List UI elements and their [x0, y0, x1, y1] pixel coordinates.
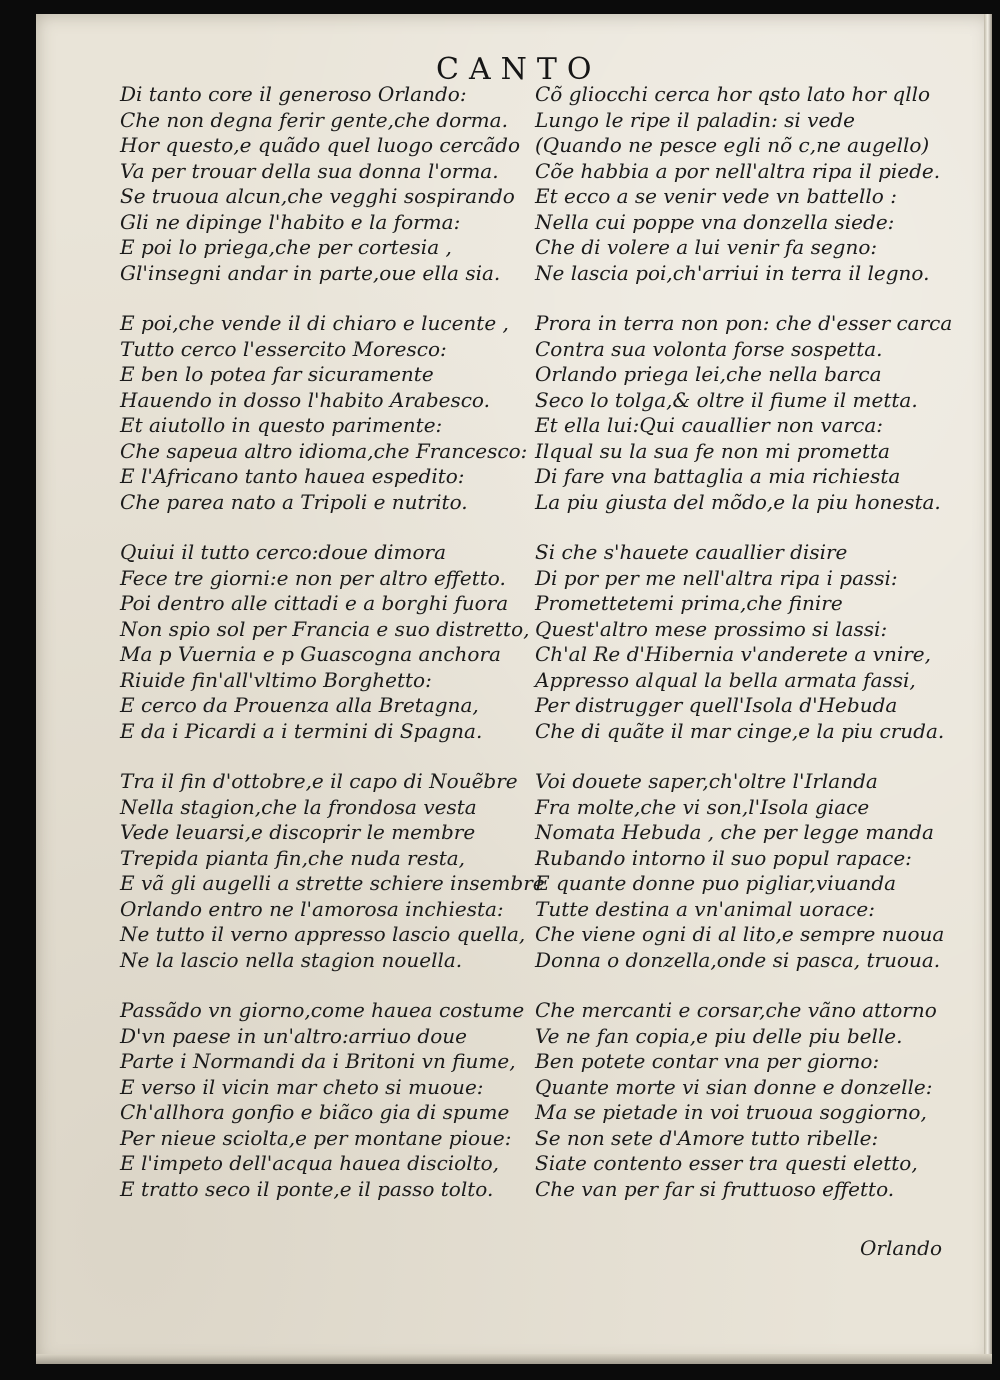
verse-line: Orlando priega lei,che nella barca	[535, 362, 882, 386]
verse-line: Nella cui poppe vna donzella siede:	[535, 209, 895, 234]
verse-line: Passãdo vn giorno,come hauea costume	[120, 998, 525, 1022]
page-edge	[984, 14, 992, 1364]
verse-line: Riuide fin'all'vltimo Borghetto:	[120, 667, 432, 692]
running-header: CANTO	[436, 52, 602, 87]
verse-line: E l'Africano tanto hauea espedito:	[120, 464, 465, 488]
verse-line: Trepida pianta fin,che nuda resta,	[120, 845, 466, 870]
stanza	[535, 82, 955, 286]
verse-line: E poi lo priega,che per cortesia ,	[120, 235, 452, 259]
verse-line: Gl'insegni andar in parte,oue ella sia.	[120, 260, 501, 285]
verse-line: Che van per far si fruttuoso effetto.	[535, 1176, 895, 1201]
verse-line: Di tanto core il generoso Orlando:	[120, 82, 467, 106]
stanza	[120, 311, 540, 515]
verse-line: Ve ne fan copia,e piu delle piu belle.	[535, 1023, 903, 1048]
verse-line: E ben lo potea far sicuramente	[120, 362, 434, 386]
verse-line: Che mercanti e corsar,che vãno attorno	[535, 998, 937, 1022]
right-column	[535, 82, 955, 1202]
stanza	[535, 540, 955, 744]
verse-line: Parte i Normandi da i Britoni vn fiume,	[120, 1049, 516, 1073]
stanza	[535, 769, 955, 973]
verse-line: E vã gli augelli a strette schiere insembre	[120, 871, 545, 895]
verse-line: E da i Picardi a i termini di Spagna.	[120, 718, 483, 743]
verse-line: Rubando intorno il suo popul rapace:	[535, 845, 912, 870]
verse-line: Promettetemi prima,che finire	[535, 591, 843, 615]
verse-line: Nella stagion,che la frondosa vesta	[120, 794, 477, 819]
verse-line: E cerco da Prouenza alla Bretagna,	[120, 693, 479, 717]
verse-line: Gli ne dipinge l'habito e la forma:	[120, 209, 461, 234]
verse-line: Contra sua volonta forse sospetta.	[535, 336, 883, 361]
verse-line: Se non sete d'Amore tutto ribelle:	[535, 1125, 879, 1150]
stanza	[120, 82, 540, 286]
stanza	[535, 311, 955, 515]
verse-line: D'vn paese in un'altro:arriuo doue	[120, 1023, 467, 1048]
verse-line: Ma se pietade in voi truoua soggiorno,	[535, 1100, 927, 1124]
stanza	[120, 540, 540, 744]
verse-line: Nomata Hebuda , che per legge manda	[535, 820, 934, 844]
page-bottom-edge	[36, 1354, 992, 1364]
verse-line: Poi dentro alle cittadi e a borghi fuora	[120, 591, 509, 615]
verse-line: Lungo le ripe il paladin: si vede	[535, 107, 855, 132]
verse-line: Fra molte,che vi son,l'Isola giace	[535, 794, 870, 819]
verse-line: Si che s'hauete cauallier disire	[535, 540, 848, 564]
verse-line: Prora in terra non pon: che d'esser carca	[535, 311, 953, 335]
verse-line: Quante morte vi sian donne e donzelle:	[535, 1074, 933, 1099]
stanza	[535, 998, 955, 1202]
verse-line: Donna o donzella,onde si pasca, truoua.	[535, 947, 941, 972]
verse-line: Va per trouar della sua donna l'orma.	[120, 158, 499, 183]
verse-line: Cõe habbia a por nell'altra ripa il piede.	[535, 158, 941, 183]
verse-line: Per distrugger quell'Isola d'Hebuda	[535, 693, 898, 717]
stanza	[120, 998, 540, 1202]
verse-line: Che sapeua altro idioma,che Francesco:	[120, 438, 528, 463]
verse-line: Vede leuarsi,e discoprir le membre	[120, 820, 476, 844]
verse-line: La piu giusta del mõdo,e la piu honesta.	[535, 489, 941, 514]
verse-line: Fece tre giorni:e non per altro effetto.	[120, 565, 506, 590]
verse-line: Tutto cerco l'essercito Moresco:	[120, 336, 447, 361]
verse-line: Hauendo in dosso l'habito Arabesco.	[120, 387, 490, 412]
catchword: Orlando	[860, 1236, 943, 1260]
verse-line: Quest'altro mese prossimo si lassi:	[535, 616, 888, 641]
verse-line: Appresso alqual la bella armata fassi,	[535, 667, 916, 692]
verse-line: Se truoua alcun,che vegghi sospirando	[120, 184, 515, 208]
verse-line: Quiui il tutto cerco:doue dimora	[120, 540, 447, 564]
verse-line: Et aiutollo in questo parimente:	[120, 413, 443, 437]
verse-line: Che viene ogni di al lito,e sempre nuoua	[535, 922, 945, 946]
verse-line: Cõ gliocchi cerca hor qsto lato hor qllo	[535, 82, 931, 106]
verse-line: (Quando ne pesce egli nõ c,ne augello)	[535, 133, 930, 157]
verse-line: Ch'allhora gonfio e biãco gia di spume	[120, 1100, 510, 1124]
verse-line: Che parea nato a Tripoli e nutrito.	[120, 489, 468, 514]
verse-line: Seco lo tolga,& oltre il fiume il metta.	[535, 387, 918, 412]
verse-line: Ne tutto il verno appresso lascio quella,	[120, 922, 526, 946]
verse-line: Ne la lascio nella stagion nouella.	[120, 947, 463, 972]
verse-line: Voi douete saper,ch'oltre l'Irlanda	[535, 769, 878, 793]
verse-line: E verso il vicin mar cheto si muoue:	[120, 1074, 484, 1099]
verse-line: Che di volere a lui venir fa segno:	[535, 235, 878, 259]
left-column	[120, 82, 545, 1202]
verse-line: Orlando entro ne l'amorosa inchiesta:	[120, 896, 504, 921]
verse-line: Ben potete contar vna per giorno:	[535, 1049, 880, 1073]
verse-line: Per nieue sciolta,e per montane pioue:	[120, 1125, 512, 1150]
verse-line: Ne lascia poi,ch'arriui in terra il legno.	[535, 260, 930, 285]
verse-line: Et ecco a se venir vede vn battello :	[535, 184, 897, 208]
verse-line: Ilqual su la sua fe non mi prometta	[535, 438, 890, 463]
verse-line: Et ella lui:Qui cauallier non varca:	[535, 413, 884, 437]
verse-line: Ma p Vuernia e p Guascogna anchora	[120, 642, 501, 666]
verse-line: Ch'al Re d'Hibernia v'anderete a vnire,	[535, 642, 931, 666]
verse-line: Di por per me nell'altra ripa i passi:	[535, 565, 898, 590]
verse-line: Siate contento esser tra questi eletto,	[535, 1151, 918, 1175]
verse-line: E quante donne puo pigliar,viuanda	[535, 871, 897, 895]
verse-line: E l'impeto dell'acqua hauea disciolto,	[120, 1151, 500, 1175]
verse-line: Che di quãte il mar cinge,e la piu cruda.	[535, 718, 945, 743]
verse-line: Non spio sol per Francia e suo distretto,	[120, 616, 530, 641]
verse-line: Tutte destina a vn'animal uorace:	[535, 896, 875, 921]
verse-line: E poi,che vende il di chiaro e lucente ,	[120, 311, 509, 335]
verse-line: Che non degna ferir gente,che dorma.	[120, 107, 508, 132]
stanza	[120, 769, 545, 973]
verse-line: Hor questo,e quãdo quel luogo cercãdo	[120, 133, 520, 157]
verse-line: E tratto seco il ponte,e il passo tolto.	[120, 1176, 494, 1201]
verse-line: Di fare vna battaglia a mia richiesta	[535, 464, 901, 488]
verse-line: Tra il fin d'ottobre,e il capo di Nouẽbre	[120, 769, 518, 793]
